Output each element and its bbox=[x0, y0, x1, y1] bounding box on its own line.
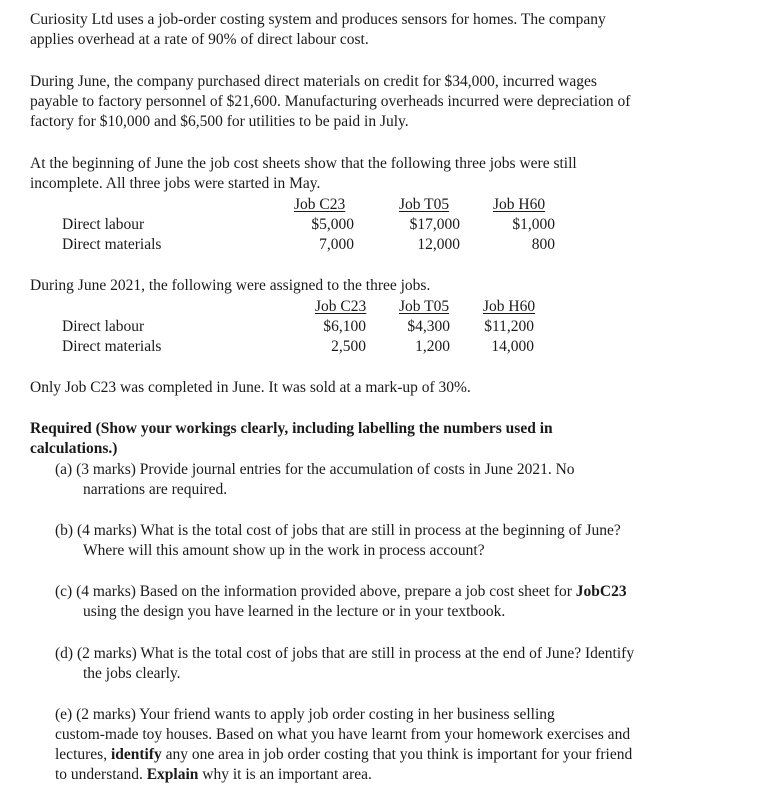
table-header-row bbox=[0, 297, 784, 317]
question-e-text: lectures, bbox=[55, 746, 111, 763]
question-b bbox=[55, 521, 745, 561]
row-label: Direct labour bbox=[62, 216, 145, 233]
question-e-line4 bbox=[55, 765, 745, 785]
table-cell: 800 bbox=[531, 236, 555, 253]
completion-note: Only Job C23 was completed in June. It was sold at a mark-up of 30%. bbox=[30, 379, 471, 396]
intro-p2-line1: During June, the company purchased direct materials on credit for $34,000, incurred wages bbox=[30, 73, 597, 90]
question-b-line2: Where will this amount show up in the work in process account? bbox=[83, 542, 485, 559]
question-c bbox=[55, 582, 745, 622]
required-line1: Required (Show your workings clearly, including labelling the numbers used in bbox=[30, 420, 553, 437]
table-cell: $4,300 bbox=[407, 318, 450, 335]
table-cell: $17,000 bbox=[409, 216, 460, 233]
intro-p2-line2: payable to factory personnel of $21,600. Manufacturing overheads incurred were depreciation of bbox=[30, 93, 631, 110]
question-c-job-ref: JobC23 bbox=[575, 583, 627, 600]
question-e-explain: Explain bbox=[146, 766, 199, 783]
table-row bbox=[0, 215, 784, 235]
table-header-row bbox=[0, 195, 784, 215]
table-cell: 12,000 bbox=[417, 236, 460, 253]
question-e-line1: (e) (2 marks) Your friend wants to apply job order costing in her business selling bbox=[55, 706, 555, 723]
intro-p2-line3: factory for $10,000 and $6,500 for utilities to be paid in July. bbox=[30, 113, 409, 130]
row-label: Direct materials bbox=[62, 338, 162, 355]
intro-p1-line2: applies overhead at a rate of 90% of direct labour cost. bbox=[30, 31, 369, 48]
required-heading bbox=[30, 419, 730, 459]
question-d-line1: (d) (2 marks) What is the total cost of jobs that are still in process at the end of June? Identify bbox=[55, 645, 635, 662]
intro-p1-line1: Curiosity Ltd uses a job-order costing system and produces sensors for homes. The company bbox=[30, 11, 606, 28]
table-row bbox=[0, 235, 784, 255]
table-cell: $6,100 bbox=[323, 318, 366, 335]
intro-paragraph-1 bbox=[30, 10, 730, 50]
table-row bbox=[0, 337, 784, 357]
column-header: Job C23 bbox=[315, 298, 367, 315]
intro-p3-line2: incomplete. All three jobs were started in May. bbox=[30, 175, 321, 192]
question-c-line1 bbox=[55, 582, 745, 602]
question-e-text: why it is an important area. bbox=[198, 766, 372, 783]
question-e bbox=[55, 705, 745, 785]
column-header: Job C23 bbox=[294, 196, 346, 213]
question-d-line2: the jobs clearly. bbox=[83, 665, 181, 682]
question-e-text: any one area in job order costing that you think is important for your friend bbox=[161, 746, 633, 763]
question-a bbox=[55, 460, 745, 500]
row-label: Direct labour bbox=[62, 318, 145, 335]
question-d bbox=[55, 644, 745, 684]
column-header: Job T05 bbox=[399, 196, 450, 213]
table2-intro: During June 2021, the following were assigned to the three jobs. bbox=[30, 277, 431, 294]
intro-paragraph-2 bbox=[30, 72, 730, 132]
table-cell: $11,200 bbox=[484, 318, 534, 335]
question-a-line2: narrations are required. bbox=[83, 481, 228, 498]
question-b-line1: (b) (4 marks) What is the total cost of jobs that are still in process at the beginning of June? bbox=[55, 522, 621, 539]
table-cell: $5,000 bbox=[311, 216, 354, 233]
row-label: Direct materials bbox=[62, 236, 162, 253]
question-c-line2: using the design you have learned in the lecture or in your textbook. bbox=[83, 603, 506, 620]
question-e-line2: custom-made toy houses. Based on what you have learnt from your homework exercises and bbox=[55, 726, 631, 743]
question-c-text: (c) (4 marks) Based on the information provided above, prepare a job cost sheet for bbox=[55, 583, 576, 600]
table-cell: $1,000 bbox=[512, 216, 555, 233]
required-line2: calculations.) bbox=[30, 440, 118, 457]
column-header: Job T05 bbox=[399, 298, 450, 315]
column-header: Job H60 bbox=[493, 196, 546, 213]
question-e-line3 bbox=[55, 745, 745, 765]
table-row bbox=[0, 317, 784, 337]
table-cell: 14,000 bbox=[491, 338, 534, 355]
table-cell: 7,000 bbox=[319, 236, 354, 253]
table-cell: 2,500 bbox=[331, 338, 366, 355]
question-e-text: to understand. bbox=[55, 766, 147, 783]
question-a-line1: (a) (3 marks) Provide journal entries for the accumulation of costs in June 2021. No bbox=[55, 461, 575, 478]
question-e-identify: identify bbox=[110, 746, 162, 763]
intro-p3-line1: At the beginning of June the job cost sheets show that the following three jobs were still bbox=[30, 155, 577, 172]
intro-paragraph-3 bbox=[30, 154, 730, 194]
column-header: Job H60 bbox=[483, 298, 536, 315]
table-cell: 1,200 bbox=[415, 338, 450, 355]
